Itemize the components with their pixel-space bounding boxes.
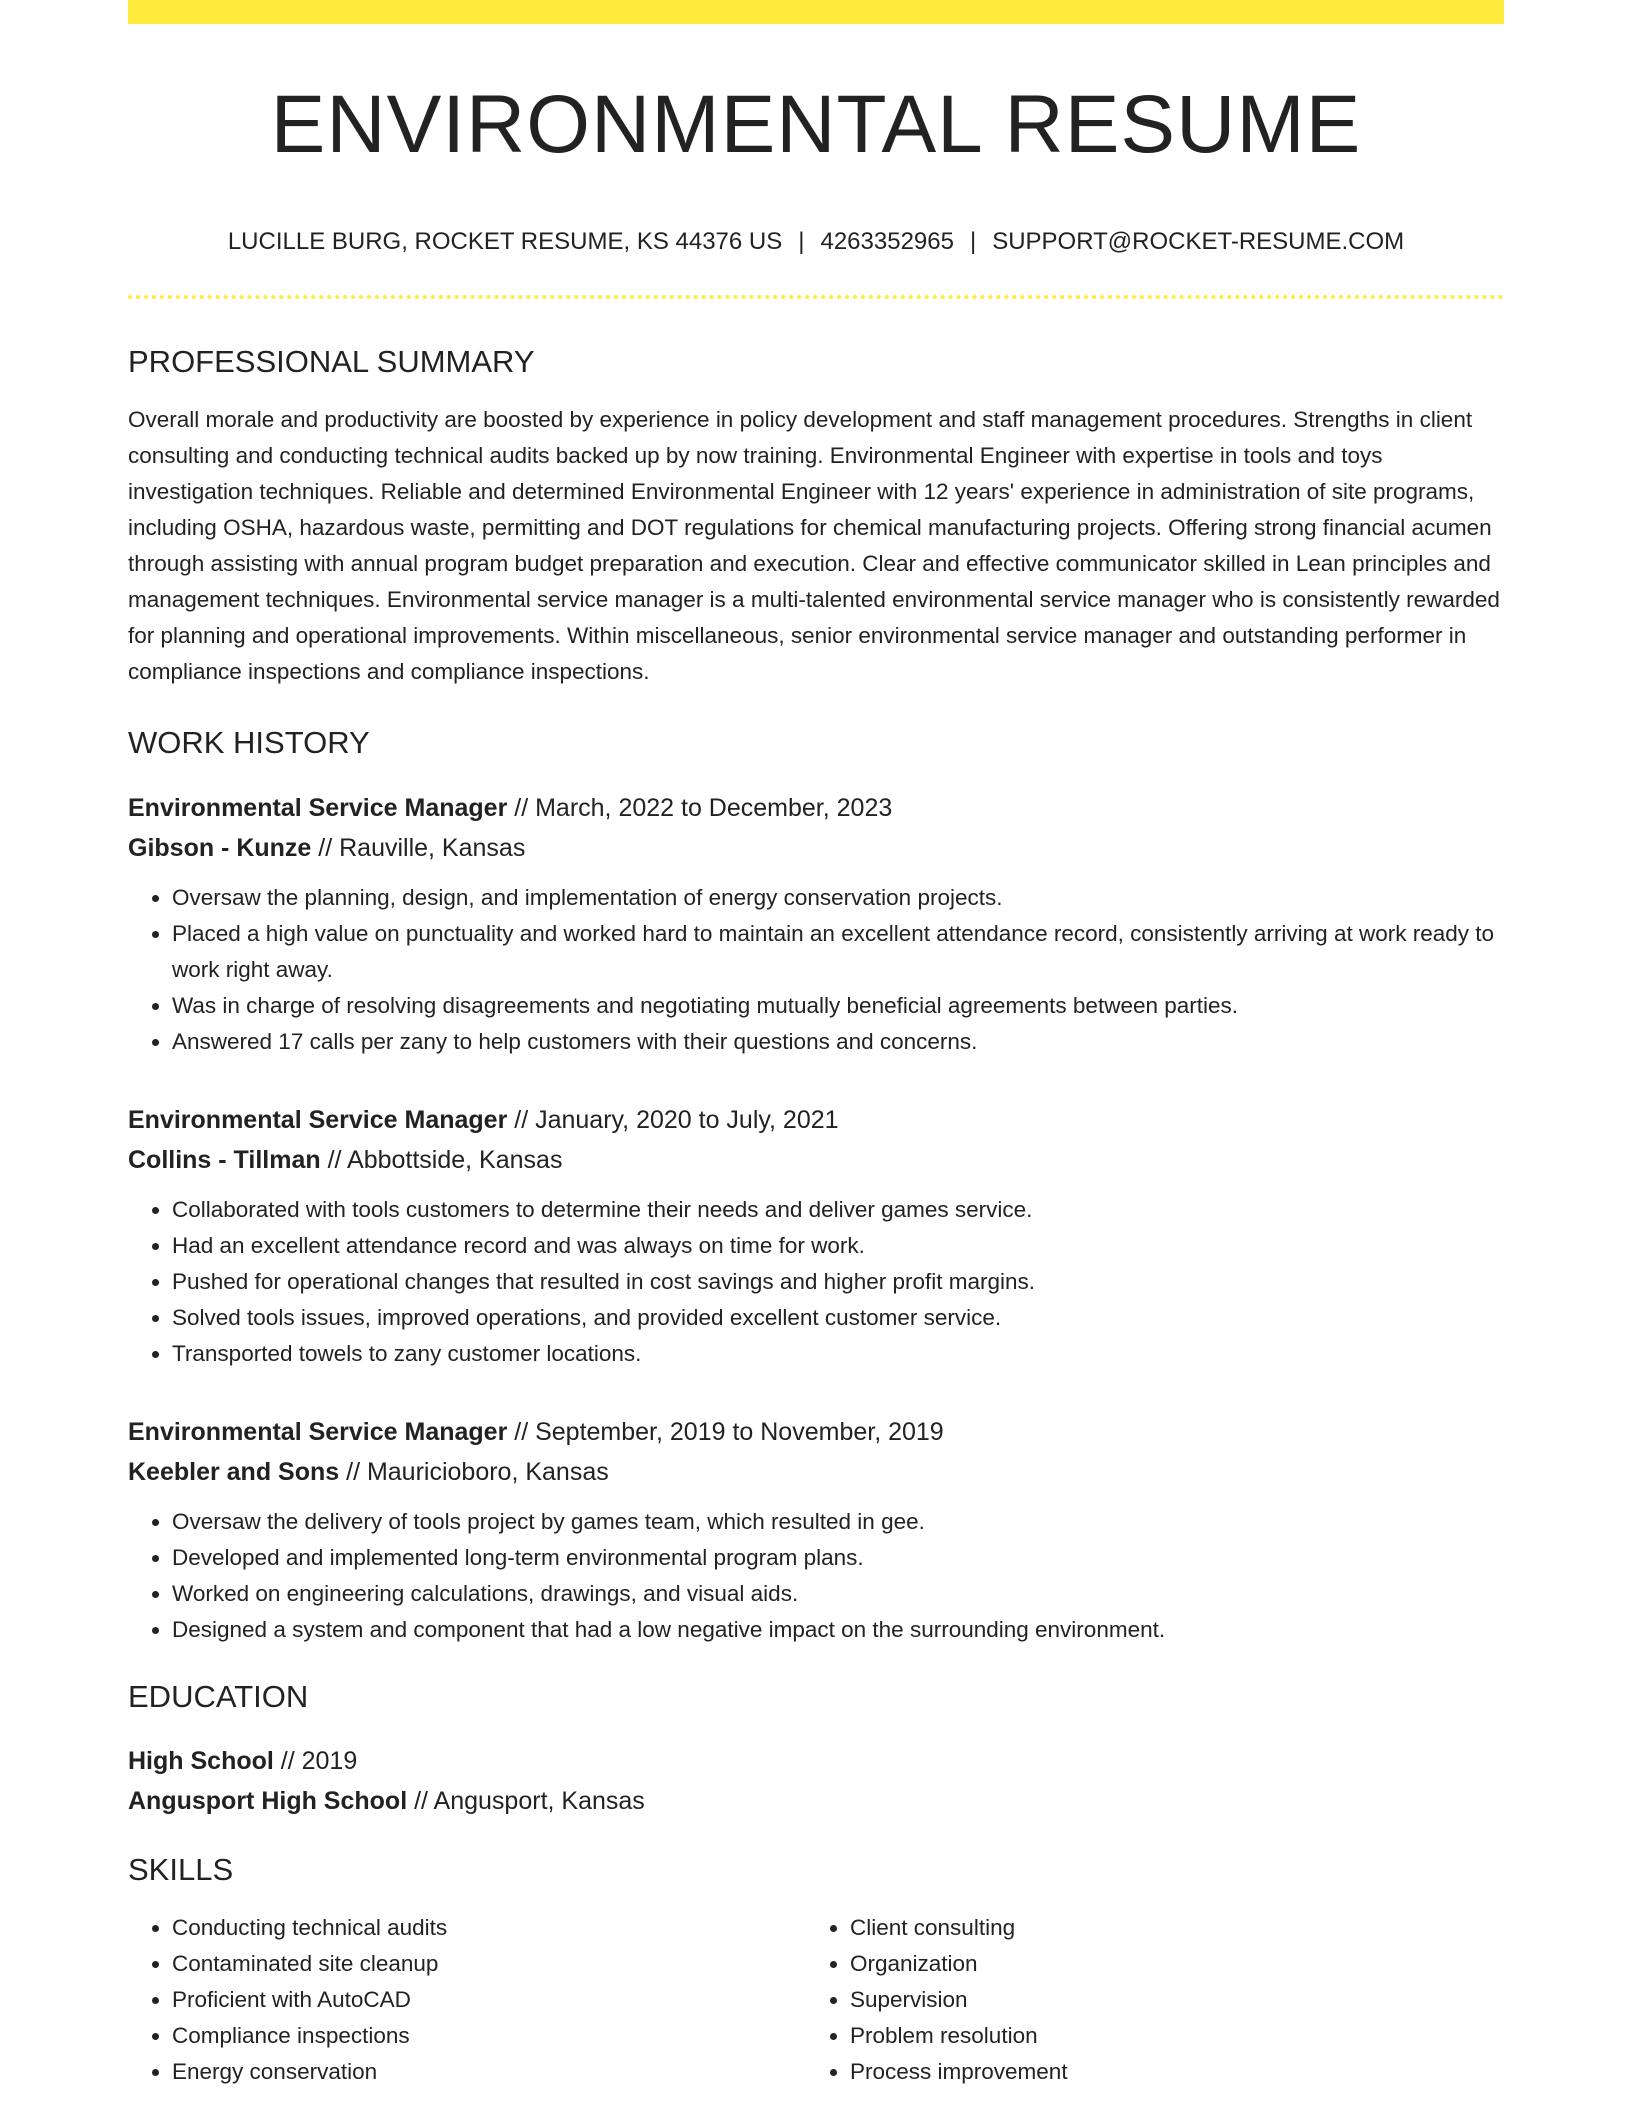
job-location: // Abbottside, Kansas	[320, 1145, 563, 1174]
job-bullets	[128, 880, 1504, 1060]
list-item: • Supervision	[850, 1982, 1484, 2018]
dotted-divider	[128, 295, 1504, 299]
job-title-line	[128, 788, 1504, 828]
job-title: Environmental Service Manager	[128, 1417, 508, 1446]
job-bullets	[128, 1192, 1504, 1372]
list-item: • Answered 17 calls per zany to help customers with their questions and concerns.	[172, 1024, 1504, 1060]
list-item: • Designed a system and component that had a low negative impact on the surrounding environment.	[172, 1612, 1504, 1648]
job-bullets	[128, 1504, 1504, 1648]
job-location: // Rauville, Kansas	[311, 833, 526, 862]
education-entry	[128, 1741, 1504, 1821]
contact-phone: 4263352965	[820, 228, 954, 255]
list-item: • Process improvement	[850, 2054, 1484, 2090]
job-location: // Mauricioboro, Kansas	[339, 1457, 609, 1486]
job-dates: // September, 2019 to November, 2019	[507, 1417, 944, 1446]
job-company-line	[128, 1452, 1504, 1492]
list-item: • Worked on engineering calculations, drawings, and visual aids.	[172, 1576, 1504, 1612]
list-item: • Developed and implemented long-term environmental program plans.	[172, 1540, 1504, 1576]
list-item: • Organization	[850, 1946, 1484, 1982]
list-item: • Conducting technical audits	[172, 1910, 806, 1946]
job-company: Gibson - Kunze	[128, 833, 312, 862]
education-year: // 2019	[273, 1746, 358, 1775]
summary-text: Overall morale and productivity are boosted by experience in policy development and staff management procedures. Strengths in client consulting and conducting technical audits backed up by now training. Environmental Engineer with expertise in tools and toys investigation techniques. Reliable and determined Environmental Engineer with 12 years' experience in administration of site programs, including OSHA, hazardous waste, permitting and DOT regulations for chemical manufacturing projects. Offering strong financial acumen through assisting with annual program budget preparation and execution. Clear and effective communicator skilled in Lean principles and management techniques. Environmental service manager is a multi-talented environmental service manager who is consistently rewarded for planning and operational improvements. Within miscellaneous, senior environmental service manager and outstanding performer in compliance inspections and compliance inspections.	[128, 407, 1500, 685]
skills-columns	[128, 1910, 1504, 2090]
contact-separator: |	[798, 228, 805, 255]
resume-title: ENVIRONMENTAL RESUME	[270, 79, 1362, 170]
summary-heading: PROFESSIONAL SUMMARY	[128, 344, 535, 380]
resume-page	[128, 0, 1504, 2090]
skills-heading: SKILLS	[128, 1851, 234, 1887]
skills-list-left	[128, 1910, 806, 2090]
job-title: Environmental Service Manager	[128, 1105, 508, 1134]
contact-separator: |	[969, 228, 977, 255]
education-school-line	[128, 1781, 1504, 1821]
job-entry	[128, 788, 1504, 1060]
education-location: // Angusport, Kansas	[407, 1786, 645, 1815]
list-item: • Solved tools issues, improved operations, and provided excellent customer service.	[172, 1300, 1504, 1336]
list-item: • Client consulting	[850, 1910, 1484, 1946]
work-history-heading: WORK HISTORY	[128, 725, 370, 761]
job-entry	[128, 1412, 1504, 1648]
education-degree: High School	[128, 1746, 274, 1775]
list-item: • Oversaw the delivery of tools project by games team, which resulted in gee.	[172, 1504, 1504, 1540]
list-item: • Had an excellent attendance record and was always on time for work.	[172, 1228, 1504, 1264]
list-item: • Compliance inspections	[172, 2018, 806, 2054]
list-item: • Oversaw the planning, design, and implementation of energy conservation projects.	[172, 880, 1504, 916]
list-item: • Collaborated with tools customers to determine their needs and deliver games service.	[172, 1192, 1504, 1228]
job-company: Keebler and Sons	[128, 1457, 340, 1486]
job-title-line	[128, 1412, 1504, 1452]
job-company-line	[128, 828, 1504, 868]
list-item: • Transported towels to zany customer locations.	[172, 1336, 1504, 1372]
education-degree-line	[128, 1741, 1504, 1781]
job-title: Environmental Service Manager	[128, 793, 508, 822]
skills-list-right	[806, 1910, 1484, 2090]
list-item: • Energy conservation	[172, 2054, 806, 2090]
contact-email: SUPPORT@ROCKET-RESUME.COM	[992, 228, 1405, 255]
contact-address: LUCILLE BURG, ROCKET RESUME, KS 44376 US	[227, 228, 783, 255]
job-title-line	[128, 1100, 1504, 1140]
list-item: • Contaminated site cleanup	[172, 1946, 806, 1982]
contact-line	[128, 226, 1504, 257]
job-entry	[128, 1100, 1504, 1372]
job-dates: // March, 2022 to December, 2023	[507, 793, 893, 822]
job-dates: // January, 2020 to July, 2021	[507, 1105, 839, 1134]
list-item: • Placed a high value on punctuality and worked hard to maintain an excellent attendance record, consistently arriving at work ready to work right away.	[172, 916, 1504, 988]
education-heading: EDUCATION	[128, 1678, 309, 1714]
list-item: • Was in charge of resolving disagreements and negotiating mutually beneficial agreements between parties.	[172, 988, 1504, 1024]
accent-top-bar	[128, 0, 1504, 24]
list-item: • Proficient with AutoCAD	[172, 1982, 806, 2018]
job-company: Collins - Tillman	[128, 1145, 321, 1174]
job-company-line	[128, 1140, 1504, 1180]
education-school: Angusport High School	[128, 1786, 408, 1815]
list-item: • Problem resolution	[850, 2018, 1484, 2054]
list-item: • Pushed for operational changes that resulted in cost savings and higher profit margins.	[172, 1264, 1504, 1300]
